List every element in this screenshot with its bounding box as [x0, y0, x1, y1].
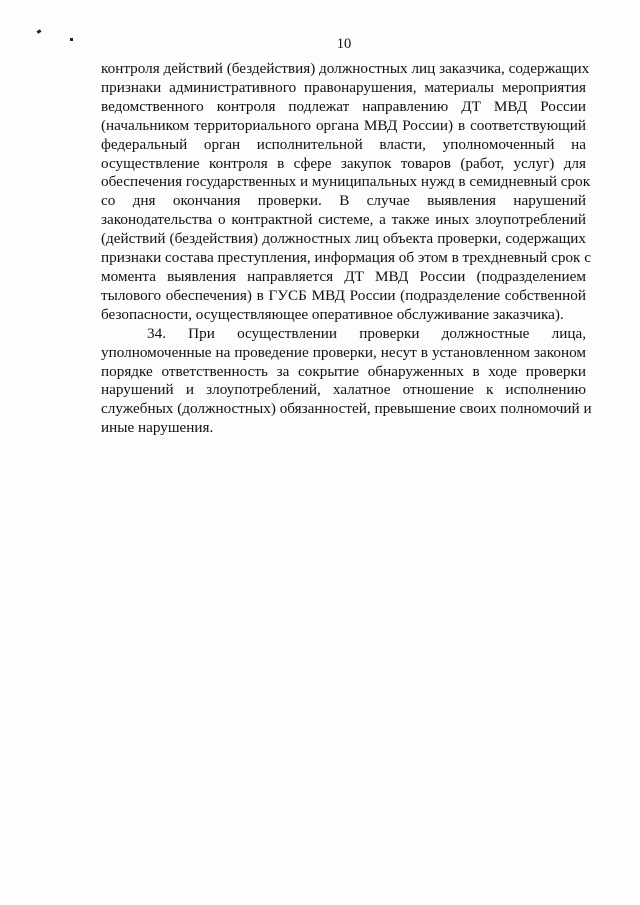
text-line: признаки состава преступления, информация об этом в трехдневный срок с [101, 249, 591, 267]
text-line: (действий (бездействия) должностных лиц объекта проверки, содержащих [101, 230, 586, 248]
text-line: безопасности, осуществляющее оперативное обслуживание заказчика). [101, 305, 564, 323]
text-line: тылового обеспечения) в ГУСБ МВД России (подразделение собственной [101, 286, 586, 304]
text-line: иные нарушения. [101, 419, 214, 437]
paragraph-continuation [101, 60, 591, 325]
text-line: контроля действий (бездействия) должностных лиц заказчика, содержащих [101, 60, 590, 77]
text-line: служебных (должностных) обязанностей, превышение своих полномочий и [101, 400, 592, 418]
text-line: (начальником территориального органа МВД России) в соответствующий [101, 116, 586, 134]
page-number: 10 [336, 36, 352, 52]
text-line: нарушений и злоупотреблений, халатное отношение к исполнению [101, 381, 586, 399]
text-line: ведомственного контроля подлежат направлению ДТ МВД России [101, 97, 586, 115]
text-line: уполномоченные на проведение проверки, несут в установленном законом [101, 343, 586, 361]
text-line: осуществление контроля в сфере закупок товаров (работ, услуг) для [101, 154, 586, 172]
text-line: законодательства о контрактной системе, а также иных злоупотреблений [101, 211, 586, 229]
text-line: момента выявления направляется ДТ МВД России (подразделением [101, 267, 586, 285]
text-line: обеспечения государственных и муниципальных нужд в семидневный срок [101, 173, 591, 191]
text-line: со дня окончания проверки. В случае выявления нарушений [101, 192, 586, 210]
text-line: 34. При осуществлении проверки должностные лица, [147, 324, 586, 342]
document-body [101, 60, 592, 438]
text-line: порядке ответственность за сокрытие обнаруженных в ходе проверки [101, 362, 586, 380]
text-line: признаки административного правонарушения, материалы мероприятия [101, 78, 586, 96]
text-line: федеральный орган исполнительной власти, уполномоченный на [101, 135, 586, 153]
paragraph-item-34 [101, 324, 592, 438]
scan-speck [37, 29, 42, 34]
